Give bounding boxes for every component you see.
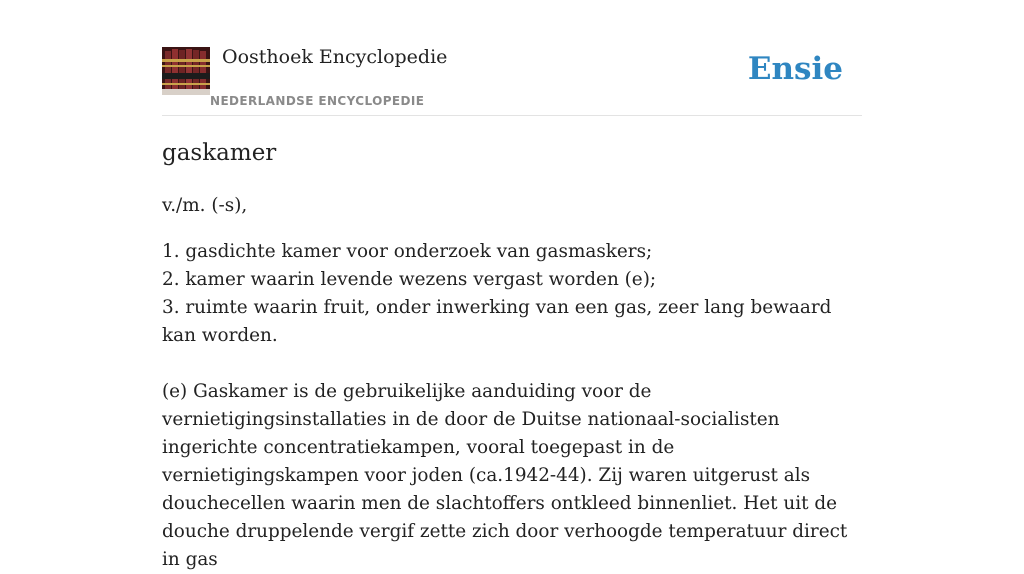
entry-grammar: v./m. (-s), [162, 195, 248, 216]
site-title[interactable]: Oosthoek Encyclopedie [222, 46, 448, 68]
encyclopedia-books-icon [162, 47, 210, 95]
page [162, 0, 862, 570]
site-avatar[interactable] [162, 47, 210, 95]
entry-title: gaskamer [162, 140, 277, 166]
site-header [162, 0, 862, 116]
entry-definitions [162, 238, 862, 350]
ensie-logo[interactable]: Ensie [747, 51, 843, 87]
entry-note: (e) Gaskamer is de gebruikelijke aanduiding voor de vernietigingsinstallaties in de door de Duitse nationaal-socialisten ingerichte concentratiekampen, vooral toegepast in de vernietigingskampen voor joden (ca.1942-44). Zij waren uitgerust als douchecellen waarin men de slachtoffers ontkleed binnenliet. Het uit de douche druppelende vergif zette zich door verhoogde temperatuur direct in gas [162, 381, 848, 570]
entry-content [162, 192, 862, 574]
definition-item: 2. kamer waarin levende wezens vergast worden (e); [162, 269, 657, 290]
definition-item: 1. gasdichte kamer voor onderzoek van gasmaskers; [162, 241, 653, 262]
definition-item: 3. ruimte waarin fruit, onder inwerking van een gas, zeer lang bewaard kan worden. [162, 297, 832, 346]
site-subtitle: NEDERLANDSE ENCYCLOPEDIE [210, 94, 425, 108]
